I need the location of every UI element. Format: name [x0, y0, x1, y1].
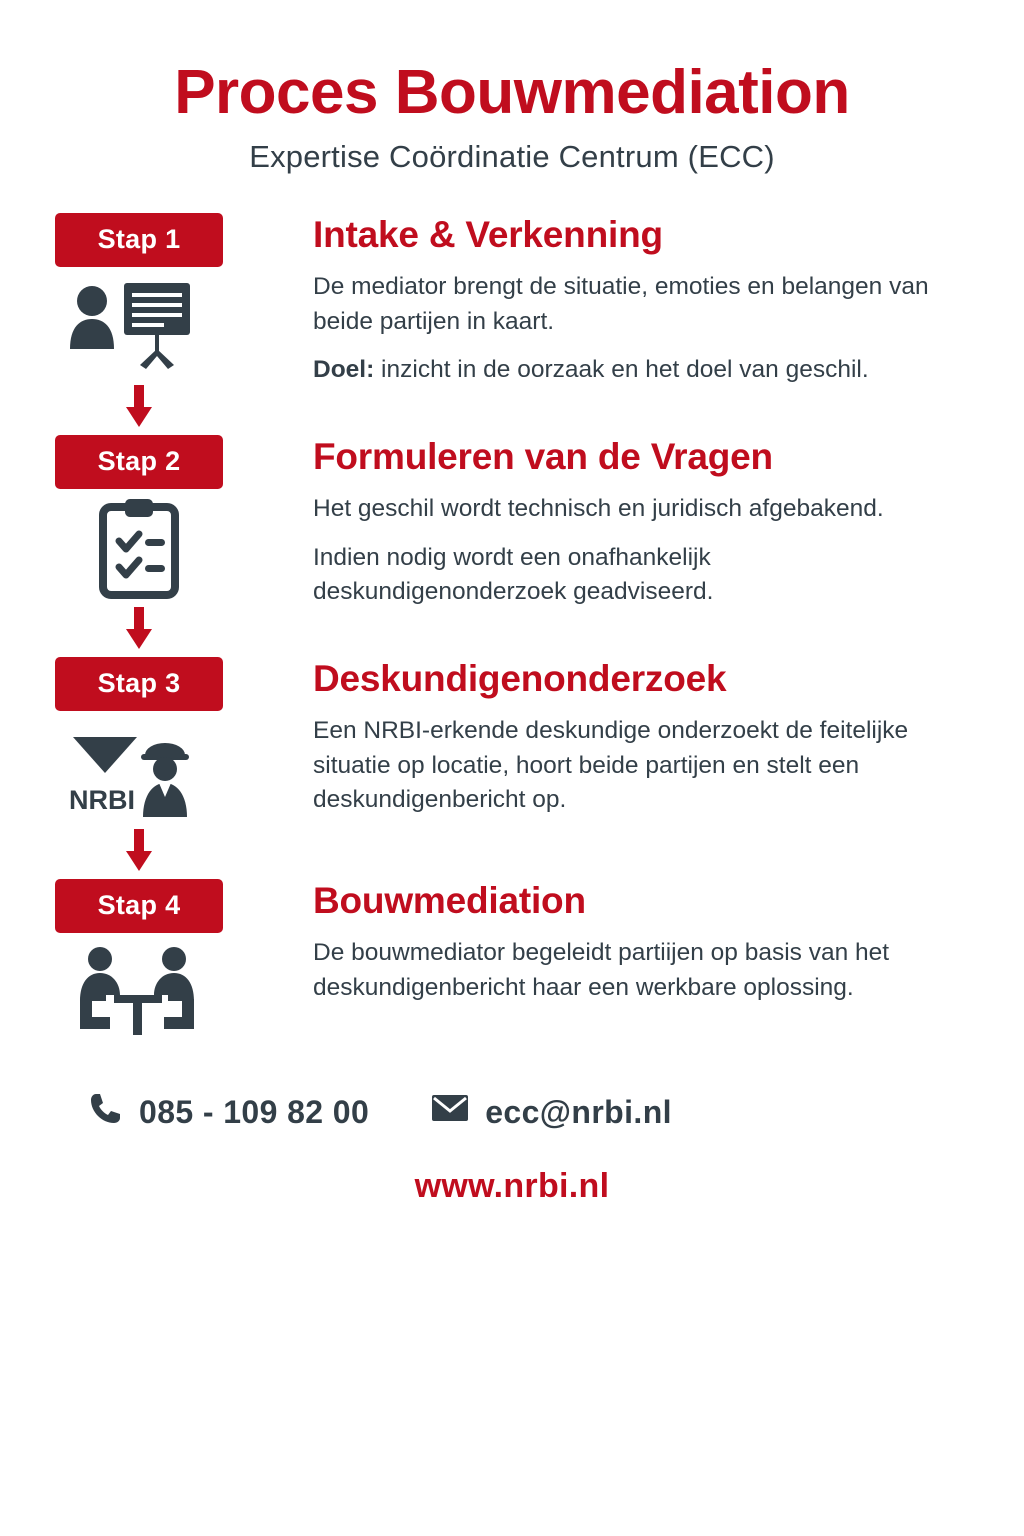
step-2-title: Formuleren van de Vragen [313, 436, 773, 478]
step-1-goal-label: Doel: [313, 356, 375, 384]
step-3-content [305, 657, 969, 818]
process-steps [55, 213, 969, 1045]
page-title: Proces Bouwmediation [174, 58, 850, 127]
step-1-content [305, 213, 969, 388]
step-2-description-2: Indien nodig wordt een onafhankelijk deskundigenonderzoek geadviseerd. [313, 543, 714, 606]
step-3-left-column [55, 657, 305, 879]
step-1-description: De mediator brengt de situatie, emoties en belangen van beide partijen in kaart. [313, 272, 929, 335]
process-step-4 [55, 879, 969, 1045]
process-step-1 [55, 213, 969, 435]
step-2-badge: Stap 2 [55, 435, 223, 489]
step-3-title: Deskundigenonderzoek [313, 658, 727, 700]
clipboard-checklist-icon [55, 497, 223, 601]
website-url[interactable]: www.nrbi.nl [414, 1167, 610, 1206]
poster-header [55, 60, 969, 175]
envelope-icon [431, 1093, 469, 1131]
process-step-2 [55, 435, 969, 657]
phone-icon [89, 1091, 123, 1133]
phone-contact[interactable] [89, 1091, 369, 1133]
svg-text:NRBI: NRBI [69, 785, 135, 816]
two-people-table-icon [55, 941, 223, 1045]
step-1-left-column [55, 213, 305, 435]
contact-row [55, 1091, 969, 1133]
step-2-to-3-arrow-icon [55, 601, 223, 657]
step-2-left-column [55, 435, 305, 657]
step-1-goal [313, 353, 969, 388]
step-3-to-4-arrow-icon [55, 823, 223, 879]
step-2-content [305, 435, 969, 610]
step-4-description: De bouwmediator begeleidt partiijen op basis van het deskundigenbericht haar een werkbare oplossing. [313, 938, 890, 1001]
nrbi-expert-icon [55, 719, 223, 823]
step-3-badge: Stap 3 [55, 657, 223, 711]
step-4-left-column [55, 879, 305, 1045]
step-1-to-2-arrow-icon [55, 379, 223, 435]
poster-footer [55, 1091, 969, 1206]
step-1-title: Intake & Verkenning [313, 214, 663, 256]
page-subtitle: Expertise Coördinatie Centrum (ECC) [249, 139, 775, 175]
step-3-description: Een NRBI-erkende deskundige onderzoekt de feitelijke situatie op locatie, hoort beide partijen en stelt een deskundigenbericht op. [313, 716, 909, 814]
step-1-badge: Stap 1 [55, 213, 223, 267]
step-2-description-1: Het geschil wordt technisch en juridisch afgebakend. [313, 494, 884, 522]
person-presentation-icon [55, 275, 223, 379]
phone-number: 085 - 109 82 00 [139, 1093, 370, 1130]
step-1-goal-text: inzicht in de oorzaak en het doel van geschil. [374, 356, 869, 384]
step-4-content [305, 879, 969, 1005]
step-4-badge: Stap 4 [55, 879, 223, 933]
email-address: ecc@nrbi.nl [485, 1093, 672, 1130]
step-4-title: Bouwmediation [313, 880, 586, 922]
process-step-3 [55, 657, 969, 879]
email-contact[interactable] [431, 1093, 672, 1131]
